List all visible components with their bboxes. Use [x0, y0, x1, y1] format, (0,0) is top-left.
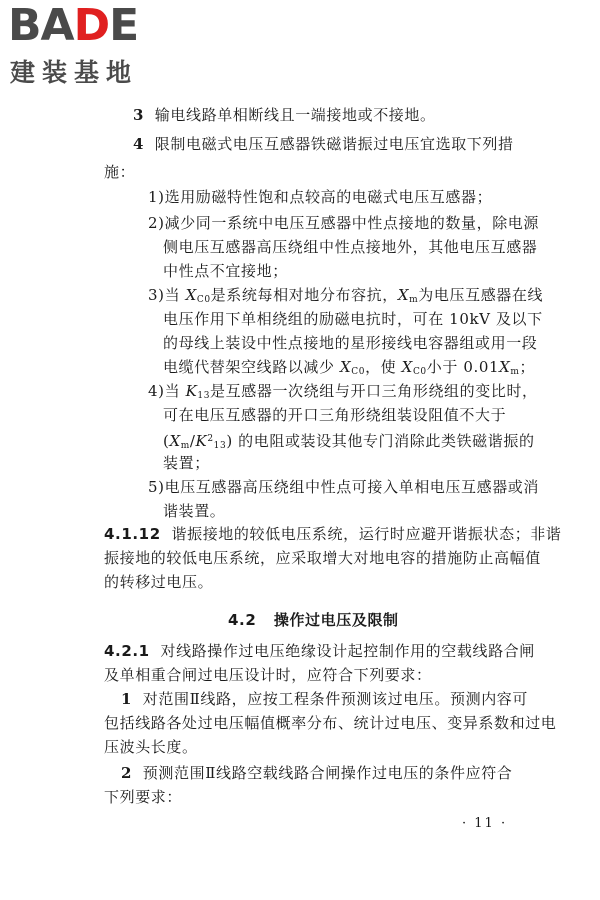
sub-item-2: 2)减少同一系统中电压互感器中性点接地的数量，除电源	[148, 214, 540, 232]
item-3: 3 输电线路单相断线且一端接地或不接地。	[133, 106, 436, 124]
clause-4-2-1: 4.2.1 对线路操作过电压绝缘设计起控制作用的空载线路合闸	[104, 642, 535, 660]
sub-item-5-cont: 谐装置。	[163, 502, 226, 520]
paragraph-1-cont-1: 包括线路各处过电压幅值概率分布、统计过电压、变异系数和过电	[104, 714, 557, 732]
section-heading-4-2: 4.2 操作过电压及限制	[228, 611, 399, 629]
sub-item-2-cont-2: 中性点不宜接地；	[163, 262, 288, 280]
sub-item-4: 4)当 $K_{13}$是互感器一次绕组与开口三角形绕组的变比时，	[148, 382, 538, 401]
clause-4-2-1-cont: 及单相重合闸过电压设计时，应符合下列要求：	[104, 666, 432, 684]
item-4: 4 限制电磁式电压互感器铁磁谐振过电压宜选取下列措	[133, 135, 514, 153]
clause-4-1-12-cont-1: 振接地的较低电压系统，应采取增大对地电容的措施防止高幅值	[104, 549, 541, 567]
sub-item-5: 5)电压互感器高压绕组中性点可接入单相电压互感器或消	[148, 478, 540, 496]
sub-item-4-cont-2: $(X_m/K^2_{13})$ 的电阻或装设其他专门消除此类铁磁谐振的	[163, 432, 535, 451]
sub-item-2-cont-1: 侧电压互感器高压绕组中性点接地外，其他电压互感器	[163, 238, 538, 256]
paragraph-2: 2 预测范围Ⅱ线路空载线路合闸操作过电压的条件应符合	[121, 764, 513, 782]
sub-item-1: 1)选用励磁特性饱和点较高的电磁式电压互感器；	[148, 188, 493, 206]
paragraph-2-cont: 下列要求：	[104, 788, 183, 806]
logo-chinese-text: 建装基地	[10, 58, 139, 87]
paragraph-1-cont-2: 压波头长度。	[104, 738, 198, 756]
sub-item-3-cont-1: 电压作用下单相绕组的励磁电抗时，可在 10kV 及以下	[163, 310, 543, 328]
sub-item-3-cont-2: 的母线上装设中性点接地的星形接线电容器组或用一段	[163, 334, 538, 352]
bade-logo	[6, 0, 181, 94]
sub-item-4-cont-3: 装置；	[163, 454, 210, 472]
clause-4-1-12: 4.1.12 谐振接地的较低电压系统，运行时应避开谐振状态；非谐	[104, 525, 562, 543]
page-number: · 11 ·	[462, 816, 508, 831]
clause-4-1-12-cont-2: 的转移过电压。	[104, 573, 214, 591]
item-4-cont: 施：	[104, 163, 136, 181]
sub-item-4-cont-1: 可在电压互感器的开口三角形绕组装设阻值不大于	[163, 406, 507, 424]
paragraph-1: 1 对范围Ⅱ线路，应按工程条件预测该过电压。预测内容可	[121, 690, 528, 708]
logo-wordmark: BADE	[8, 0, 139, 51]
sub-item-3: 3)当 $X_{C0}$是系统每相对地分布容抗，$X_m$为电压互感器在线	[148, 286, 544, 305]
sub-item-3-cont-3: 电缆代替架空线路以减少 $X_{C0}$，使 $X_{C0}$小于 $0.01X_m$；	[163, 358, 536, 377]
